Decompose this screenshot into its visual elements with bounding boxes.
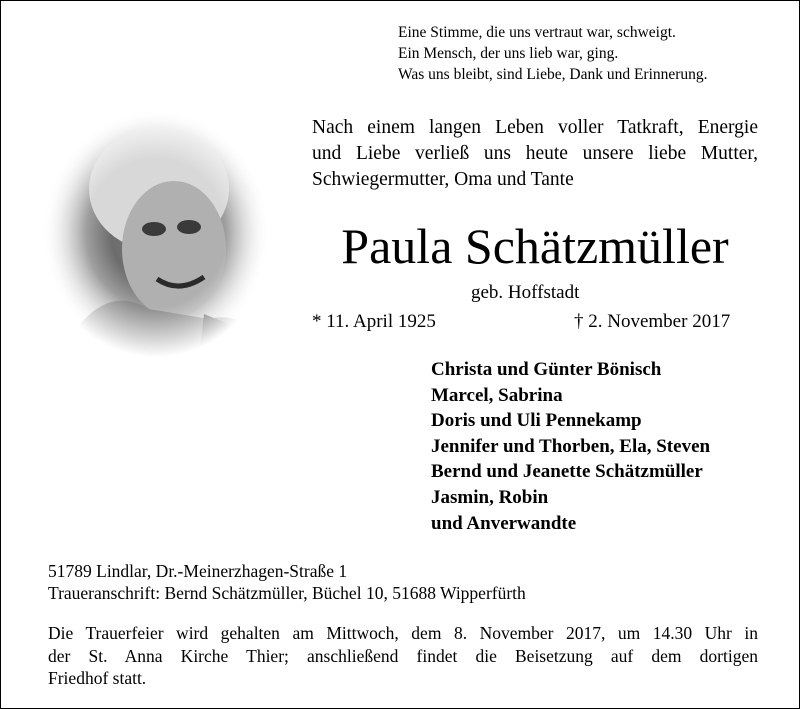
family-line: Bernd und Jeanette Schätzmüller bbox=[431, 461, 703, 483]
portrait-figure bbox=[39, 109, 273, 357]
intro-line: Schwiegermutter, Oma und Tante bbox=[312, 169, 574, 190]
portrait-photo bbox=[39, 109, 273, 357]
poem-line: Ein Mensch, der uns lieb war, ging. bbox=[398, 45, 619, 62]
service-line: Friedhof statt. bbox=[48, 668, 147, 688]
poem-line: Eine Stimme, die uns vertraut war, schweigt. bbox=[398, 24, 676, 41]
address-block bbox=[48, 560, 526, 604]
birth-date: * 11. April 1925 bbox=[312, 311, 436, 332]
poem-line: Was uns bleibt, sind Liebe, Dank und Erinnerung. bbox=[398, 66, 708, 83]
service-line: der St. Anna Kirche Thier; anschließend findet die Beisetzung auf dem dortigen bbox=[48, 645, 758, 666]
deceased-name: Paula Schätzmüller bbox=[341, 218, 729, 274]
funeral-service-text bbox=[48, 622, 758, 690]
family-line: Christa und Günter Bönisch bbox=[431, 359, 662, 380]
residence-address: 51789 Lindlar, Dr.-Meinerzhagen-Straße 1 bbox=[48, 561, 348, 581]
intro-line: Nach einem langen Leben voller Tatkraft, Energie bbox=[312, 117, 758, 138]
family-line: Doris und Uli Pennekamp bbox=[431, 410, 642, 432]
family-line: und Anverwandte bbox=[431, 512, 577, 534]
service-line: Die Trauerfeier wird gehalten am Mittwoch, dem 8. November 2017, um 14.30 Uhr in bbox=[48, 623, 758, 643]
family-list bbox=[431, 357, 710, 536]
poem bbox=[398, 22, 708, 85]
condolence-address: Traueranschrift: Bernd Schätzmüller, Büchel 10, 51688 Wipperfürth bbox=[48, 583, 526, 603]
family-line: Marcel, Sabrina bbox=[431, 384, 563, 406]
maiden-name: geb. Hoffstadt bbox=[471, 282, 580, 303]
family-line: Jennifer und Thorben, Ela, Steven bbox=[431, 435, 711, 457]
intro-line: und Liebe verließ uns heute unsere liebe Mutter, bbox=[312, 143, 758, 164]
family-line: Jasmin, Robin bbox=[431, 486, 549, 508]
death-date: † 2. November 2017 bbox=[574, 311, 731, 332]
intro-text bbox=[312, 115, 758, 193]
